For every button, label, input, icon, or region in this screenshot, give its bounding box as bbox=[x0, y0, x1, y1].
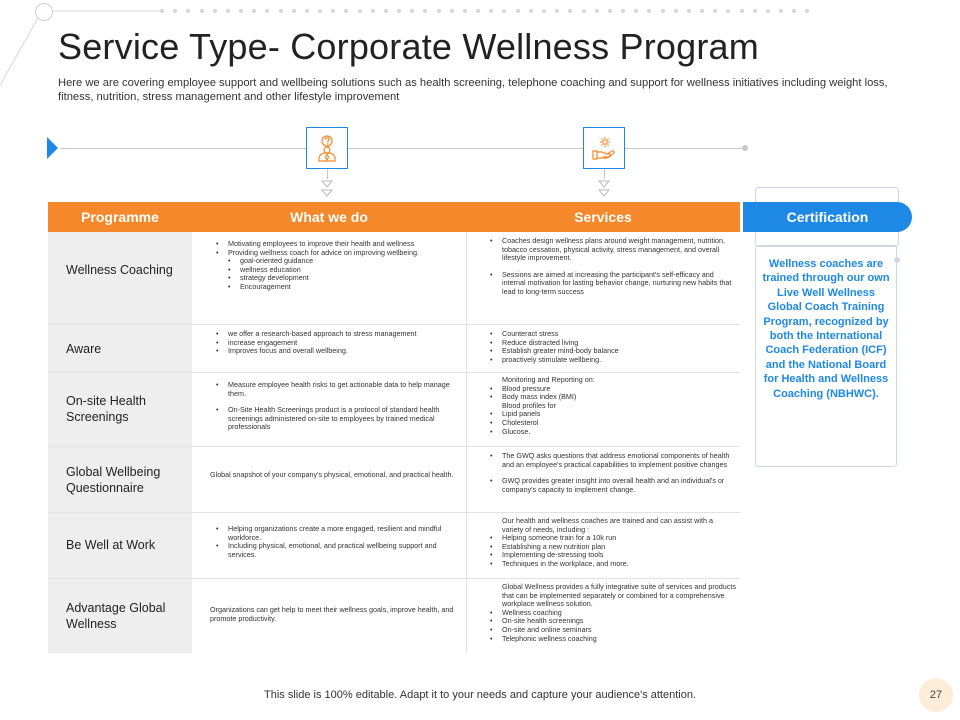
list-item: • Establish greater mind-body balance bbox=[502, 347, 736, 356]
what-we-do-text: Organizations can get help to meet their wellness goals, improve health, and promote productivity. bbox=[210, 605, 454, 623]
list-item: • Wellness coaching bbox=[502, 609, 736, 618]
footer-note: This slide is 100% editable. Adapt it to your needs and capture your audience's attention. bbox=[264, 689, 696, 701]
corner-decoration-circle bbox=[35, 3, 53, 21]
chevron-down-icon bbox=[321, 180, 333, 198]
header-programme: Programme bbox=[81, 209, 159, 225]
what-we-do-cell bbox=[210, 525, 460, 559]
list-item: • Motivating employees to improve their health and wellness bbox=[228, 240, 460, 249]
programme-name: Aware bbox=[66, 342, 102, 356]
list-item: • Measure employee health risks to get actionable data to help manage them. bbox=[228, 381, 460, 398]
list-item: • Lipid panels bbox=[502, 410, 736, 419]
list-item: • Implementing de-stressing tools bbox=[502, 551, 736, 560]
header-certification: Certification bbox=[743, 202, 912, 232]
services-intro: Global Wellness provides a fully integrative suite of services and products that can be implemented separately or combined for a comprehensive workplace wellness solution. bbox=[502, 582, 736, 609]
list-item: • Glucose. bbox=[502, 428, 736, 437]
page-title: Service Type- Corporate Wellness Program bbox=[58, 26, 759, 67]
list-item: • Counteract stress bbox=[502, 330, 736, 339]
services-cell bbox=[484, 237, 736, 297]
what-we-do-cell bbox=[210, 381, 460, 432]
list-item: • Encouragement bbox=[240, 283, 460, 292]
services-cell bbox=[484, 583, 736, 643]
services-intro: Monitoring and Reporting on: bbox=[502, 375, 595, 384]
what-we-do-text: Global snapshot of your company's physical, emotional, and practical health. bbox=[210, 470, 454, 479]
table-row bbox=[48, 324, 740, 373]
list-item: • Sessions are aimed at increasing the participant's self-efficacy and internal motivation for lasting behavior change, nurturing new habits that lead to long-term success bbox=[502, 271, 736, 297]
list-item: • Coaches design wellness plans around weight management, nutrition, tobacco cessation, physical activity, stress management, and overall lifestyle improvement. bbox=[502, 237, 736, 263]
list-item: • Helping organizations create a more engaged, resilient and mindful workforce. bbox=[228, 525, 460, 542]
services-cell bbox=[484, 330, 736, 364]
list-item: • increase engagement bbox=[228, 339, 460, 348]
table-row bbox=[48, 578, 740, 653]
timeline-line bbox=[60, 148, 746, 149]
table-row bbox=[48, 446, 740, 513]
services-intro: Our health and wellness coaches are trained and can assist with a variety of needs, including : bbox=[502, 516, 713, 534]
services-cell bbox=[484, 452, 736, 494]
programme-name: On-site Health Screenings bbox=[66, 394, 146, 424]
list-item: • Techniques in the workplace, and more. bbox=[502, 560, 736, 569]
list-item: • Providing wellness coach for advice on improving wellbeing. bbox=[228, 249, 460, 258]
list-item: • Improves focus and overall wellbeing. bbox=[228, 347, 460, 356]
what-we-do-cell bbox=[210, 330, 460, 356]
list-item: • Body mass index (BMI) bbox=[502, 393, 736, 402]
hand-gear-icon bbox=[583, 127, 625, 169]
list-item: • wellness education bbox=[240, 266, 460, 275]
timeline-arrow-icon bbox=[47, 137, 58, 159]
list-item: • Reduce distracted living bbox=[502, 339, 736, 348]
list-item: • Including physical, emotional, and practical wellbeing support and services. bbox=[228, 542, 460, 559]
page-number: 27 bbox=[919, 678, 953, 712]
table-row bbox=[48, 372, 740, 447]
page-subtitle: Here we are covering employee support and wellbeing solutions such as health screening, telephone coaching and support for wellness initiatives including weight loss, fitness, nutrition, stress management and other lifestyle improvement bbox=[58, 77, 888, 103]
programme-name: Global Wellbeing Questionnaire bbox=[66, 465, 161, 495]
programme-name: Wellness Coaching bbox=[66, 263, 173, 277]
services-cell bbox=[484, 517, 736, 569]
list-item: • On-site health screenings bbox=[502, 617, 736, 626]
list-item: • GWQ provides greater insight into overall health and an individual's or company's capacity to implement change. bbox=[502, 477, 736, 494]
table-row bbox=[48, 512, 740, 579]
list-item: • On-site and online seminars bbox=[502, 626, 736, 635]
person-question-icon bbox=[306, 127, 348, 169]
certification-dot bbox=[894, 257, 900, 263]
list-item: • Blood pressure bbox=[502, 385, 736, 394]
certification-text: Wellness coaches are trained through our own Live Well Wellness Global Coach Training Program, recognized by both the International Coach Federation (ICF) and the National Board for Health and Wellness Coaching (NBHWC). bbox=[762, 258, 890, 400]
services-text: Blood profiles for bbox=[502, 400, 556, 410]
table-row bbox=[48, 232, 740, 325]
list-item: • proactively stimulate wellbeing. bbox=[502, 356, 736, 365]
list-item: • On-Site Health Screenings product is a protocol of standard health screenings administered on-site to employees by trained medical professionals bbox=[228, 406, 460, 432]
list-item: • goal-oriented guidance bbox=[240, 257, 460, 266]
chevron-down-icon bbox=[598, 180, 610, 198]
list-item: • we offer a research-based approach to stress management bbox=[228, 330, 460, 339]
dotted-decoration bbox=[160, 9, 810, 15]
column-divider bbox=[466, 232, 467, 653]
programme-name: Advantage Global Wellness bbox=[66, 601, 166, 631]
list-item: • Cholesterol bbox=[502, 419, 736, 428]
header-what-we-do: What we do bbox=[290, 209, 368, 225]
list-item: • strategy development bbox=[240, 274, 460, 283]
list-item: • Telephonic wellness coaching bbox=[502, 635, 736, 644]
timeline-end-dot bbox=[742, 145, 748, 151]
certification-box bbox=[755, 245, 897, 467]
timeline-connector bbox=[327, 169, 328, 179]
list-item: • Helping someone train for a 10k run bbox=[502, 534, 736, 543]
list-item: • Establishing a new nutrition plan bbox=[502, 543, 736, 552]
programme-name: Be Well at Work bbox=[66, 538, 156, 552]
timeline-connector bbox=[604, 169, 605, 179]
what-we-do-cell bbox=[210, 240, 460, 292]
services-cell bbox=[484, 376, 736, 436]
list-item: • The GWQ asks questions that address emotional components of health and an employee's practical capabilities to implement positive changes bbox=[502, 452, 736, 469]
header-services: Services bbox=[574, 209, 632, 225]
what-we-do-cell bbox=[210, 606, 460, 623]
what-we-do-cell bbox=[210, 471, 460, 480]
